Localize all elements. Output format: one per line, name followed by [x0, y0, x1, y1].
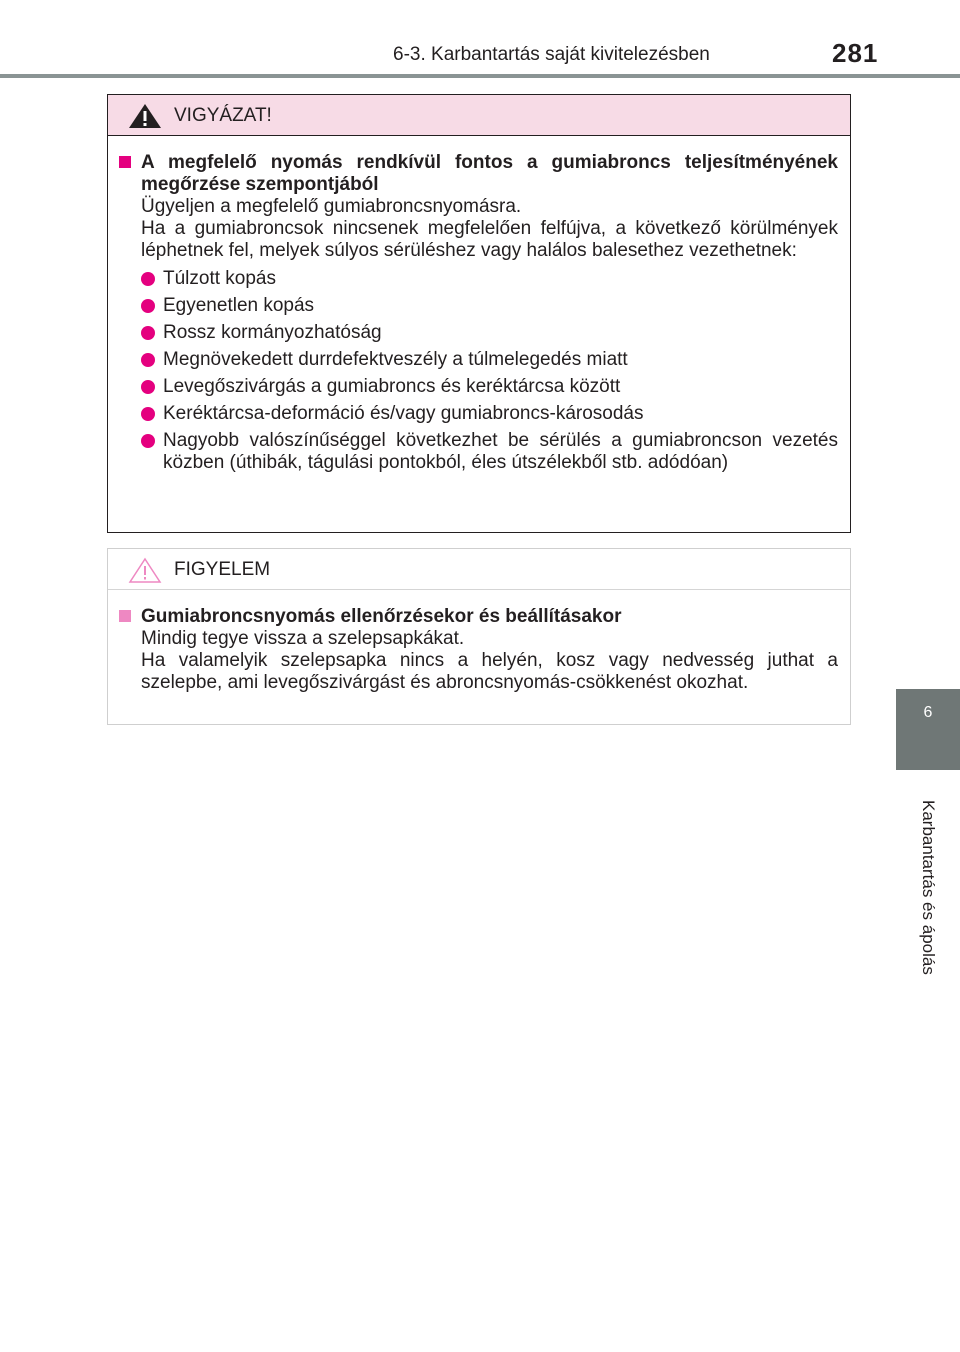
notice-heading: FIGYELEM — [174, 559, 271, 580]
warning-list — [119, 268, 838, 474]
notice-paragraph — [119, 628, 838, 694]
round-bullet-icon — [141, 353, 155, 367]
notice-body — [108, 590, 850, 694]
round-bullet-icon — [141, 407, 155, 421]
list-item — [141, 376, 838, 398]
warning-triangle-icon — [128, 103, 162, 129]
warning-heading: VIGYÁZAT! — [174, 105, 272, 126]
list-item-text: Nagyobb valószínűséggel következhet be sérülés a gumiabroncson vezetés közben (úthibák, tágulási pontokból, éles útszélekből stb. adódóan) — [163, 430, 838, 473]
list-item — [141, 268, 838, 290]
chapter-number: 6 — [923, 704, 933, 721]
list-item — [141, 295, 838, 317]
round-bullet-icon — [141, 272, 155, 286]
list-item-text: Levegőszivárgás a gumiabroncs és keréktárcsa között — [163, 376, 621, 397]
page-number: 281 — [832, 38, 879, 68]
notice-subheading-text: Gumiabroncsnyomás ellenőrzésekor és beállításakor — [141, 606, 622, 627]
chapter-label: Karbantartás és ápolás — [919, 800, 938, 975]
warning-subheading — [119, 152, 838, 196]
header-rule — [0, 74, 960, 78]
warning-box — [107, 94, 851, 533]
list-item-text: Rossz kormányozhatóság — [163, 322, 382, 343]
list-item-text: Túlzott kopás — [163, 268, 276, 289]
caution-triangle-outline-icon — [128, 557, 162, 583]
notice-intro: Mindig tegye vissza a szelepsapkákat. — [141, 628, 465, 649]
chapter-tab — [896, 689, 960, 770]
list-item-text: Keréktárcsa-deformáció és/vagy gumiabroncs-károsodás — [163, 403, 644, 424]
square-bullet-icon — [119, 156, 131, 168]
list-item — [141, 322, 838, 344]
warning-subheading-text: A megfelelő nyomás rendkívül fontos a gumiabroncs teljesítményének megőrzése szempontjából — [141, 152, 838, 195]
round-bullet-icon — [141, 380, 155, 394]
notice-box — [107, 548, 851, 725]
notice-box-header — [108, 549, 850, 590]
round-bullet-icon — [141, 326, 155, 340]
warning-body — [108, 136, 850, 474]
warning-intro: Ügyeljen a megfelelő gumiabroncsnyomásra. — [141, 196, 522, 217]
list-item-text: Egyenetlen kopás — [163, 295, 315, 316]
notice-text: Ha valamelyik szelepsapka nincs a helyén, kosz vagy nedvesség juthat a szelepbe, ami levegőszivárgást és abroncsnyomás-csökkenést okozhat. — [141, 650, 838, 693]
notice-subheading — [119, 606, 838, 628]
list-item — [141, 430, 838, 474]
list-item — [141, 403, 838, 425]
list-item — [141, 349, 838, 371]
warning-text: Ha a gumiabroncsok nincsenek megfelelően felfújva, a következő körülmények léphetnek fel, melyek súlyos sérüléshez vagy halálos balesethez vezethetnek: — [141, 218, 838, 261]
running-header-title: 6-3. Karbantartás saját kivitelezésben — [393, 44, 710, 65]
warning-paragraph — [119, 196, 838, 262]
warning-box-header — [108, 95, 850, 136]
round-bullet-icon — [141, 434, 155, 448]
square-bullet-icon — [119, 610, 131, 622]
list-item-text: Megnövekedett durrdefektveszély a túlmelegedés miatt — [163, 349, 628, 370]
round-bullet-icon — [141, 299, 155, 313]
